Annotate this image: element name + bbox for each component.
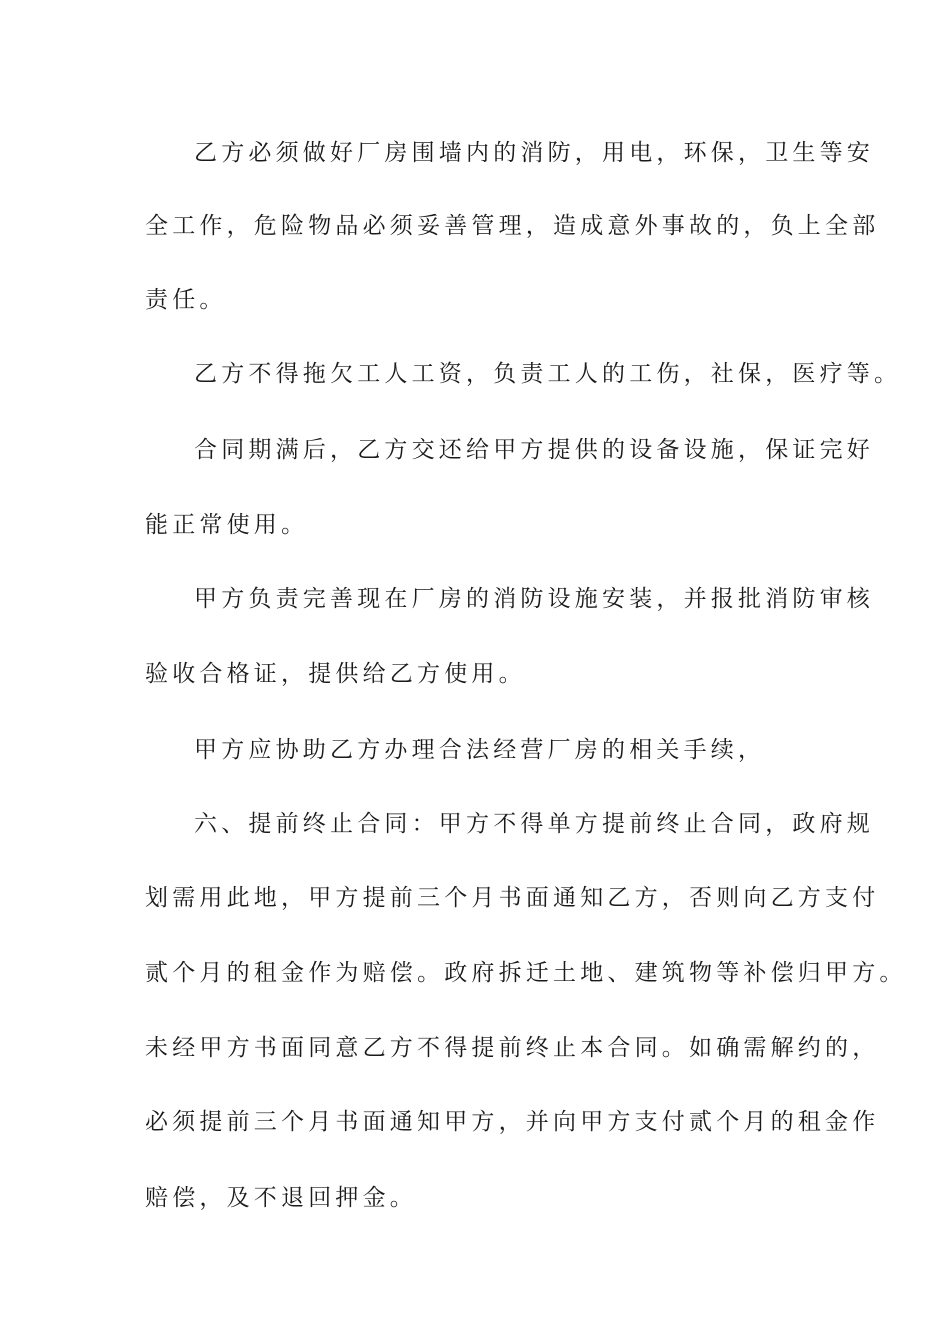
text-line: 必须提前三个月书面通知甲方，并向甲方支付贰个月的租金作 — [145, 1109, 880, 1135]
text-line: 乙方必须做好厂房围墙内的消防，用电，环保，卫生等安 — [194, 140, 874, 166]
text-line: 甲方负责完善现在厂房的消防设施安装，并报批消防审核 — [194, 586, 874, 612]
text-line: 未经甲方书面同意乙方不得提前终止本合同。如确需解约的， — [145, 1035, 880, 1061]
text-line: 甲方应协助乙方办理合法经营厂房的相关手续， — [194, 737, 766, 763]
text-line: 赔偿，及不退回押金。 — [145, 1185, 417, 1211]
text-line: 责任。 — [145, 287, 227, 313]
text-line: 贰个月的租金作为赔偿。政府拆迁土地、建筑物等补偿归甲方。 — [145, 960, 907, 986]
text-line: 验收合格证，提供给乙方使用。 — [145, 661, 526, 687]
text-line: 六、提前终止合同：甲方不得单方提前终止合同，政府规 — [194, 811, 874, 837]
text-line: 乙方不得拖欠工人工资，负责工人的工伤，社保，医疗等。 — [194, 361, 902, 387]
text-line: 划需用此地，甲方提前三个月书面通知乙方，否则向乙方支付 — [145, 885, 880, 911]
text-line: 全工作，危险物品必须妥善管理，造成意外事故的，负上全部 — [145, 213, 880, 239]
text-line: 能正常使用。 — [145, 512, 309, 538]
text-line: 合同期满后，乙方交还给甲方提供的设备设施，保证完好 — [194, 437, 874, 463]
